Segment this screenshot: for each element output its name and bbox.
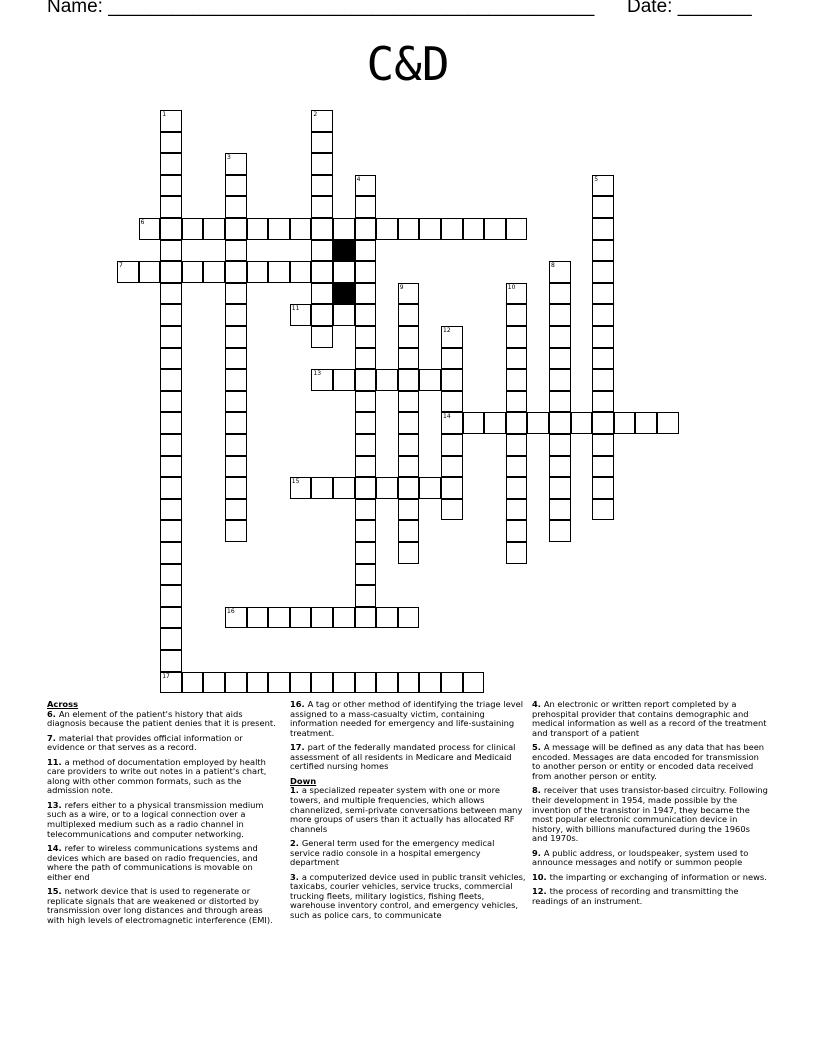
clue-text: network device that is used to regenerate or replicate signals that are weakened or distorted by transmission over long distances and through areas with high levels of electromagnetic interference (EMI). [47,886,273,925]
grid-cell[interactable] [549,304,571,326]
clue-text: An element of the patient's history that aids diagnosis because the patient denies that it is present. [47,708,276,729]
grid-cell[interactable] [549,499,571,521]
grid-cell[interactable] [419,477,441,499]
grid-cell[interactable] [549,391,571,413]
grid-cell[interactable] [506,412,528,434]
grid-cell[interactable] [376,369,398,391]
grid-cell[interactable] [441,477,463,499]
grid-cell[interactable] [225,283,247,305]
grid-cell[interactable] [160,110,182,132]
clue-text: A tag or other method of identifying the triage level assigned to a mass-casualty victim, containing information needed for emergency and life-sustaining treatment. [290,699,524,738]
clue-number: 10. [532,871,550,882]
grid-cell[interactable] [225,240,247,262]
grid-cell[interactable] [311,326,333,348]
grid-cell[interactable] [571,412,593,434]
grid-cell[interactable] [182,672,204,694]
grid-cell[interactable] [355,326,377,348]
grid-cell[interactable] [160,456,182,478]
grid-cell[interactable] [355,175,377,197]
clue-text: A message will be defined as any data that has been encoded. Messages are data encoded for transmission to another person or entity or encoded data received from another person or entity. [532,742,765,781]
clue-number: 16. [290,699,308,709]
grid-cell[interactable] [333,672,355,694]
grid-cell[interactable] [311,304,333,326]
grid-cell[interactable] [506,477,528,499]
grid-cell[interactable] [419,672,441,694]
name-field[interactable]: Name: ______________________________________________ [47,0,595,17]
grid-cell[interactable] [484,412,506,434]
grid-cell[interactable] [441,456,463,478]
grid-cell[interactable] [376,477,398,499]
grid-cell[interactable] [355,348,377,370]
grid-cell[interactable] [441,672,463,694]
grid-cell[interactable] [398,348,420,370]
cell-number: 12 [443,327,451,334]
grid-cell[interactable] [355,585,377,607]
grid-cell[interactable] [160,240,182,262]
grid-cell[interactable] [419,369,441,391]
grid-cell[interactable] [398,304,420,326]
clue-item [290,786,526,834]
grid-cell[interactable] [398,283,420,305]
grid-cell[interactable] [441,499,463,521]
grid-cell[interactable] [592,348,614,370]
grid-cell[interactable] [376,607,398,629]
grid-cell[interactable] [247,672,269,694]
grid-cell[interactable] [225,607,247,629]
grid-cell[interactable] [484,218,506,240]
grid-cell[interactable] [333,607,355,629]
grid-cell[interactable] [160,672,182,694]
across-heading: Across [47,699,79,709]
grid-cell[interactable] [355,607,377,629]
grid-cell[interactable] [290,218,312,240]
grid-cell[interactable] [268,261,290,283]
grid-cell[interactable] [506,520,528,542]
clue-number: 6. [47,708,59,719]
grid-cell[interactable] [549,520,571,542]
cell-number: 10 [507,283,516,291]
date-field[interactable]: Date: _______ [627,0,752,17]
clue-number: 14. [47,842,65,853]
grid-cell[interactable] [225,218,247,240]
grid-cell[interactable] [160,175,182,197]
clue-item [532,887,768,906]
clue-item [532,849,768,868]
clue-number: 15. [47,886,65,897]
grid-cell[interactable] [398,326,420,348]
grid-cell[interactable] [160,477,182,499]
clue-number: 13. [47,799,65,810]
grid-cell[interactable] [225,326,247,348]
clue-number: 5. [532,742,544,753]
grid-cell[interactable] [160,520,182,542]
grid-cell[interactable] [290,672,312,694]
grid-cell[interactable] [139,261,161,283]
grid-cell[interactable] [290,261,312,283]
cell-number: 16 [227,607,235,615]
grid-cell[interactable] [355,196,377,218]
grid-cell[interactable] [160,283,182,305]
grid-cell[interactable] [139,218,161,240]
grid-cell[interactable] [311,218,333,240]
grid-cell[interactable] [592,240,614,262]
grid-cell[interactable] [549,348,571,370]
grid-cell[interactable] [203,672,225,694]
grid-cell[interactable] [225,261,247,283]
clue-item [532,873,768,883]
grid-cell[interactable] [355,240,377,262]
grid-cell[interactable] [592,283,614,305]
grid-cell[interactable] [441,434,463,456]
grid-cell[interactable] [268,218,290,240]
grid-cell[interactable] [549,326,571,348]
grid-cell[interactable] [419,218,441,240]
grid-cell[interactable] [398,542,420,564]
grid-cell[interactable] [160,607,182,629]
grid-cell[interactable] [398,477,420,499]
grid-cell[interactable] [160,628,182,650]
grid-cell[interactable] [160,564,182,586]
grid-cell[interactable] [160,585,182,607]
grid-cell[interactable] [160,542,182,564]
black-cell [333,240,355,262]
grid-cell[interactable] [549,412,571,434]
grid-cell[interactable] [463,218,485,240]
cell-number: 15 [291,478,300,486]
cell-number: 9 [399,283,404,291]
grid-cell[interactable] [160,412,182,434]
clue-text: An electronic or written report completed by a prehospital provider that contains demographic and medical information as well as a record of the treatment and transport of a patient [532,699,767,738]
clue-number: 8. [532,785,544,796]
grid-cell[interactable] [506,391,528,413]
grid-cell[interactable] [160,369,182,391]
grid-cell[interactable] [506,456,528,478]
cell-number: 11 [291,305,300,313]
grid-cell[interactable] [506,218,528,240]
grid-cell[interactable] [592,261,614,283]
grid-cell[interactable] [311,672,333,694]
grid-cell[interactable] [463,412,485,434]
clue-item [532,700,768,738]
grid-cell[interactable] [311,175,333,197]
grid-cell[interactable] [268,607,290,629]
grid-cell[interactable] [592,326,614,348]
grid-cell[interactable] [333,369,355,391]
grid-cell[interactable] [160,153,182,175]
grid-cell[interactable] [290,304,312,326]
grid-cell[interactable] [311,110,333,132]
grid-cell[interactable] [182,261,204,283]
clue-item [47,734,279,753]
cell-number: 2 [313,111,318,118]
grid-cell[interactable] [225,412,247,434]
grid-cell[interactable] [160,132,182,154]
grid-cell[interactable] [333,304,355,326]
grid-cell[interactable] [592,304,614,326]
clue-item [290,839,526,868]
grid-cell[interactable] [355,564,377,586]
grid-cell[interactable] [355,304,377,326]
grid-cell[interactable] [398,369,420,391]
grid-cell[interactable] [635,412,657,434]
clue-item [290,700,526,738]
grid-cell[interactable] [441,412,463,434]
grid-cell[interactable] [225,196,247,218]
grid-cell[interactable] [506,304,528,326]
grid-cell[interactable] [355,520,377,542]
grid-cell[interactable] [463,672,485,694]
grid-cell[interactable] [311,261,333,283]
grid-cell[interactable] [614,412,636,434]
clue-item [290,873,526,921]
grid-cell[interactable] [225,520,247,542]
grid-cell[interactable] [441,326,463,348]
grid-cell[interactable] [355,218,377,240]
grid-cell[interactable] [592,499,614,521]
grid-cell[interactable] [203,218,225,240]
grid-cell[interactable] [592,456,614,478]
grid-cell[interactable] [592,196,614,218]
grid-cell[interactable] [549,477,571,499]
clue-number: 3. [290,871,302,882]
grid-cell[interactable] [247,261,269,283]
grid-cell[interactable] [355,412,377,434]
clue-text: a computerized device used in public transit vehicles, taxicabs, courier vehicles, service trucks, commercial trucking fleets, military logistics, fishing fleets, warehouse inventory control, and emergency vehicles, such as police cars, to communicate [290,871,526,921]
grid-cell[interactable] [311,369,333,391]
grid-cell[interactable] [355,261,377,283]
grid-cell[interactable] [506,499,528,521]
grid-cell[interactable] [247,218,269,240]
grid-cell[interactable] [247,607,269,629]
clue-item [47,887,279,925]
grid-cell[interactable] [203,261,225,283]
grid-cell[interactable] [549,369,571,391]
grid-cell[interactable] [549,261,571,283]
grid-cell[interactable] [592,369,614,391]
grid-cell[interactable] [355,456,377,478]
grid-cell[interactable] [441,391,463,413]
grid-cell[interactable] [506,348,528,370]
clue-item [47,801,279,839]
grid-cell[interactable] [592,391,614,413]
down-heading: Down [290,775,317,786]
grid-cell[interactable] [398,520,420,542]
grid-cell[interactable] [225,434,247,456]
clue-text: part of the federally mandated process for clinical assessment of all residents in Medicare and Medicaid certified nursing homes [290,742,516,772]
grid-cell[interactable] [290,607,312,629]
grid-cell[interactable] [225,456,247,478]
grid-cell[interactable] [441,348,463,370]
clue-item [47,844,279,882]
cell-number: 5 [594,175,599,183]
grid-cell[interactable] [225,153,247,175]
clue-text: receiver that uses transistor-based circuitry. Following their development in 1954, made possible by the invention of the transistor in 1947, they became the most popular electronic communication device in history, with billions manufactured during the 1960s and 1970s. [532,785,768,844]
clue-item [532,786,768,844]
cell-number: 13 [313,370,322,378]
cell-number: 7 [119,262,123,270]
clue-text: A public address, or loudspeaker, system used to announce messages and notify or summon people [532,847,749,868]
grid-cell[interactable] [225,391,247,413]
grid-cell[interactable] [160,326,182,348]
cell-number: 3 [227,154,231,162]
grid-cell[interactable] [333,261,355,283]
grid-cell[interactable] [311,607,333,629]
grid-cell[interactable] [441,218,463,240]
clue-text: the imparting or exchanging of information or news. [549,871,767,882]
grid-cell[interactable] [549,434,571,456]
grid-cell[interactable] [592,434,614,456]
grid-cell[interactable] [160,196,182,218]
grid-cell[interactable] [225,369,247,391]
grid-cell[interactable] [160,348,182,370]
black-cell [333,283,355,305]
grid-cell[interactable] [398,218,420,240]
grid-cell[interactable] [117,261,139,283]
grid-cell[interactable] [333,477,355,499]
grid-cell[interactable] [311,477,333,499]
grid-cell[interactable] [398,391,420,413]
grid-cell[interactable] [160,261,182,283]
grid-cell[interactable] [160,434,182,456]
grid-cell[interactable] [592,477,614,499]
clue-number: 4. [532,699,544,709]
clue-column-2 [290,700,526,925]
clue-item [290,743,526,772]
grid-cell[interactable] [160,304,182,326]
grid-cell[interactable] [160,650,182,672]
clue-number: 1. [290,785,302,796]
clue-text: material that provides official information or evidence or that serves as a record. [47,732,243,753]
grid-cell[interactable] [311,240,333,262]
grid-cell[interactable] [592,412,614,434]
grid-cell[interactable] [506,369,528,391]
grid-cell[interactable] [549,456,571,478]
grid-cell[interactable] [225,477,247,499]
grid-cell[interactable] [398,672,420,694]
clue-number: 9. [532,847,544,858]
clue-text: the process of recording and transmitting the readings of an instrument. [532,886,739,906]
grid-cell[interactable] [398,434,420,456]
grid-cell[interactable] [506,542,528,564]
clue-text: General term used for the emergency medical service radio console in a hospital emergency department [290,838,495,868]
grid-cell[interactable] [225,304,247,326]
clue-number: 12. [532,886,550,897]
grid-cell[interactable] [657,412,679,434]
clue-column-3 [532,700,768,911]
clue-column-1 [47,700,279,930]
clue-item [47,758,279,796]
grid-cell[interactable] [268,672,290,694]
grid-cell[interactable] [355,672,377,694]
grid-cell[interactable] [355,283,377,305]
cell-number: 8 [551,262,555,270]
clue-text: refer to wireless communications systems and devices which are based on radio frequencies, and where the path of communications is movable on either end [47,842,258,882]
cell-number: 14 [443,413,451,421]
grid-cell[interactable] [355,499,377,521]
grid-cell[interactable] [376,672,398,694]
grid-cell[interactable] [506,434,528,456]
grid-cell[interactable] [398,607,420,629]
grid-cell[interactable] [398,499,420,521]
grid-cell[interactable] [225,499,247,521]
clue-number: 17. [290,742,308,753]
grid-cell[interactable] [441,369,463,391]
grid-cell[interactable] [290,477,312,499]
grid-cell[interactable] [182,218,204,240]
grid-cell[interactable] [333,218,355,240]
clue-number: 7. [47,732,59,743]
grid-cell[interactable] [311,196,333,218]
grid-cell[interactable] [225,175,247,197]
grid-cell[interactable] [506,326,528,348]
grid-cell[interactable] [506,283,528,305]
grid-cell[interactable] [549,283,571,305]
clue-text: refers either to a physical transmission medium such as a wire, or to a logical connection over a multiplexed medium such as a radio channel in telecommunications and computer networking. [47,799,264,839]
grid-cell[interactable] [225,348,247,370]
grid-cell[interactable] [311,283,333,305]
grid-cell[interactable] [592,175,614,197]
grid-cell[interactable] [355,369,377,391]
grid-cell[interactable] [160,218,182,240]
grid-cell[interactable] [355,542,377,564]
grid-cell[interactable] [592,218,614,240]
cell-number: 17 [162,672,170,680]
grid-cell[interactable] [160,499,182,521]
grid-cell[interactable] [398,456,420,478]
grid-cell[interactable] [355,434,377,456]
clue-text: a specialized repeater system with one or more towers, and multiple frequencies, which allows channelized, semi-private conversations between many more groups of users than it actually has allocated RF channels [290,785,523,834]
grid-cell[interactable] [311,153,333,175]
grid-cell[interactable] [376,218,398,240]
cell-number: 6 [140,219,145,226]
grid-cell[interactable] [311,132,333,154]
grid-cell[interactable] [355,477,377,499]
grid-cell[interactable] [160,391,182,413]
clue-item [532,743,768,781]
clue-number: 11. [47,756,65,767]
grid-cell[interactable] [398,412,420,434]
clue-item [47,710,279,729]
clue-number: 2. [290,838,302,849]
puzzle-title: C&D [366,37,450,91]
clue-text: a method of documentation employed by health care providers to write out notes in a patient's chart, along with other common formats, such as the admission note. [47,756,267,796]
cell-number: 1 [162,111,167,118]
cell-number: 4 [356,175,361,183]
grid-cell[interactable] [225,672,247,694]
grid-cell[interactable] [355,391,377,413]
grid-cell[interactable] [527,412,549,434]
